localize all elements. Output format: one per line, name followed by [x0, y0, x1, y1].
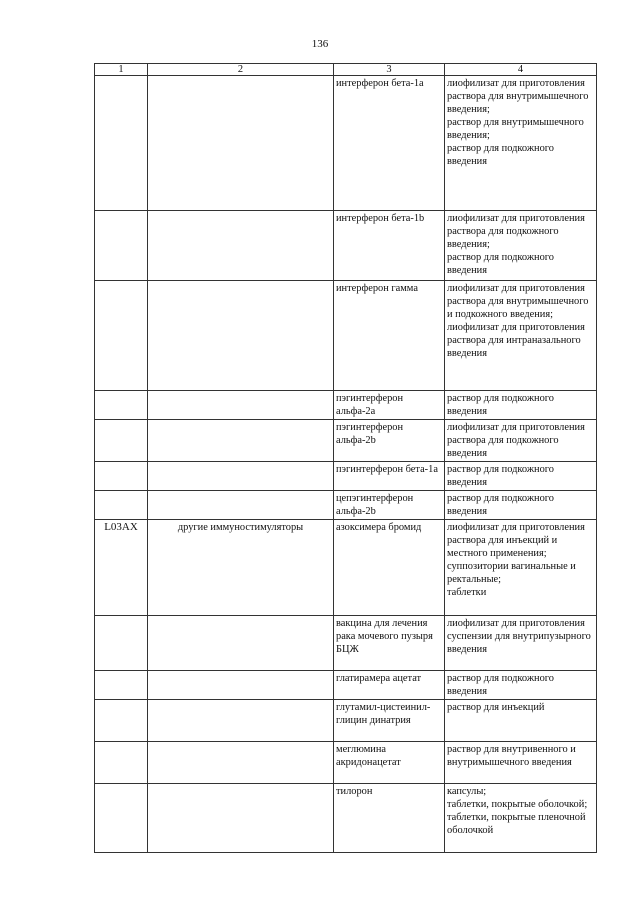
group-cell	[148, 742, 334, 784]
drug-name-cell: азоксимера бромид	[334, 520, 445, 616]
group-cell	[148, 211, 334, 281]
table-row	[95, 700, 597, 742]
table-row	[95, 520, 597, 616]
table-row	[95, 491, 597, 520]
atc-code-cell	[95, 391, 148, 420]
table-row	[95, 784, 597, 853]
atc-code-cell	[95, 616, 148, 671]
group-cell	[148, 700, 334, 742]
group-cell	[148, 784, 334, 853]
dosage-form-cell: раствор для подкожного введения	[445, 462, 597, 491]
group-cell	[148, 491, 334, 520]
drug-name-cell: пэгинтерферон бета-1a	[334, 462, 445, 491]
table-row	[95, 462, 597, 491]
drug-name-cell: цепэгинтерферон альфа-2b	[334, 491, 445, 520]
dosage-form-cell: раствор для внутривенного и внутримышечного введения	[445, 742, 597, 784]
atc-code-cell	[95, 462, 148, 491]
page-number: 136	[311, 38, 329, 50]
group-cell	[148, 281, 334, 391]
group-cell: другие иммуностимуляторы	[148, 520, 334, 616]
drug-name-cell: глутамил-цистеинил-глицин динатрия	[334, 700, 445, 742]
group-cell	[148, 671, 334, 700]
drug-name-cell: вакцина для лечения рака мочевого пузыря БЦЖ	[334, 616, 445, 671]
atc-code-cell	[95, 420, 148, 462]
atc-code-cell	[95, 700, 148, 742]
atc-code-cell	[95, 784, 148, 853]
atc-code-cell: L03AX	[95, 520, 148, 616]
atc-code-cell	[95, 491, 148, 520]
dosage-form-cell: лиофилизат для приготовления раствора для внутримышечного и подкожного введения; лиофилизат для приготовления раствора для интраназального введения	[445, 281, 597, 391]
drug-table	[94, 63, 597, 853]
atc-code-cell	[95, 281, 148, 391]
dosage-form-cell: капсулы; таблетки, покрытые оболочкой; таблетки, покрытые пленочной оболочкой	[445, 784, 597, 853]
dosage-form-cell: раствор для инъекций	[445, 700, 597, 742]
dosage-form-cell: раствор для подкожного введения	[445, 391, 597, 420]
atc-code-cell	[95, 671, 148, 700]
drug-name-cell: пэгинтерферон альфа-2a	[334, 391, 445, 420]
table-row	[95, 391, 597, 420]
group-cell	[148, 616, 334, 671]
atc-code-cell	[95, 76, 148, 211]
dosage-form-cell: лиофилизат для приготовления раствора для подкожного введения	[445, 420, 597, 462]
header-row	[95, 64, 597, 76]
dosage-form-cell: лиофилизат для приготовления суспензии для внутрипузырного введения	[445, 616, 597, 671]
table-row	[95, 742, 597, 784]
drug-name-cell: тилорон	[334, 784, 445, 853]
table-row	[95, 671, 597, 700]
table-row	[95, 420, 597, 462]
column-header-2: 2	[148, 64, 334, 76]
dosage-form-cell: раствор для подкожного введения	[445, 491, 597, 520]
group-cell	[148, 391, 334, 420]
table-row	[95, 211, 597, 281]
dosage-form-cell: лиофилизат для приготовления раствора для инъекций и местного применения; суппозитории вагинальные и ректальные; таблетки	[445, 520, 597, 616]
group-cell	[148, 420, 334, 462]
drug-name-cell: интерферон бета-1b	[334, 211, 445, 281]
table-row	[95, 616, 597, 671]
column-header-1: 1	[95, 64, 148, 76]
group-cell	[148, 76, 334, 211]
table-row	[95, 281, 597, 391]
atc-code-cell	[95, 211, 148, 281]
dosage-form-cell: лиофилизат для приготовления раствора для подкожного введения; раствор для подкожного введения	[445, 211, 597, 281]
dosage-form-cell: раствор для подкожного введения	[445, 671, 597, 700]
column-header-4: 4	[445, 64, 597, 76]
group-cell	[148, 462, 334, 491]
dosage-form-cell: лиофилизат для приготовления раствора для внутримышечного введения; раствор для внутримышечного введения; раствор для подкожного введения	[445, 76, 597, 211]
drug-name-cell: меглюмина акридонацетат	[334, 742, 445, 784]
drug-name-cell: глатирамера ацетат	[334, 671, 445, 700]
drug-name-cell: пэгинтерферон альфа-2b	[334, 420, 445, 462]
drug-name-cell: интерферон гамма	[334, 281, 445, 391]
table-row	[95, 76, 597, 211]
column-header-3: 3	[334, 64, 445, 76]
drug-name-cell: интерферон бета-1a	[334, 76, 445, 211]
atc-code-cell	[95, 742, 148, 784]
